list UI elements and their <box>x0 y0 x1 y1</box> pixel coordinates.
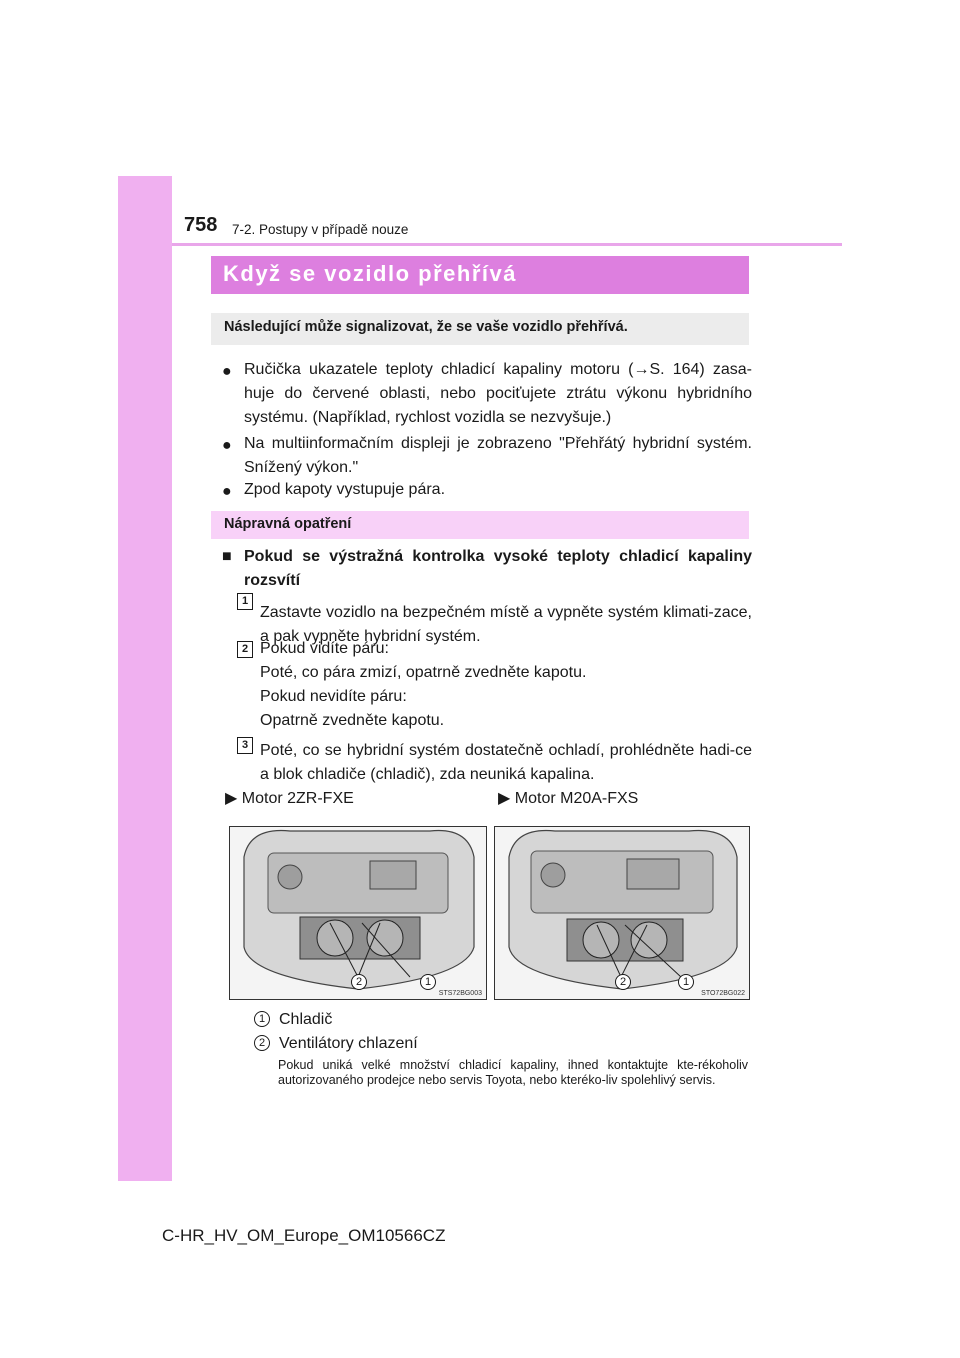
bullet-item <box>222 358 752 430</box>
callout-2: 2 <box>351 974 367 990</box>
section-title: 7-2. Postupy v případě nouze <box>232 222 409 237</box>
callout-2: 2 <box>615 974 631 990</box>
step-2-condition-a: Pokud vidíte páru: <box>260 640 389 657</box>
bullet-text: Zpod kapoty vystupuje pára. <box>244 481 446 498</box>
page-number: 758 <box>184 214 218 236</box>
engine-photo-right <box>494 826 750 1000</box>
page-title: Když se vozidlo přehřívá <box>223 261 517 286</box>
bullet-dot-icon: ● <box>222 483 232 500</box>
remedy-bar <box>211 511 749 539</box>
intro-text: Následující může signalizovat, že se vaše vozidlo přehřívá. <box>224 319 628 335</box>
step-2-condition-b: Pokud nevidíte páru: <box>260 688 407 705</box>
step-3-text: Poté, co se hybridní systém dostatečně ochladí, prohlédněte hadi-ce a blok chladiče (chladič), zda neuniká kapalina. <box>260 742 752 783</box>
bullet-dot-icon: ● <box>222 437 232 454</box>
figure-left-label: Motor 2ZR-FXE <box>241 790 354 807</box>
header-rule <box>172 243 842 246</box>
case-heading <box>222 545 752 593</box>
step-number-2: 2 <box>237 641 253 658</box>
figure-left-heading <box>225 788 354 808</box>
figure-right-heading <box>498 788 638 808</box>
legend-label-radiator: Chladič <box>279 1011 333 1028</box>
callout-1: 1 <box>420 974 436 990</box>
legend-number-1: 1 <box>254 1011 270 1027</box>
step-2-action-b: Opatrně zvedněte kapotu. <box>260 712 445 729</box>
triangle-right-icon: ▶ <box>498 790 511 807</box>
step-2-action-a: Poté, co pára zmizí, opatrně zvedněte kapotu. <box>260 664 587 681</box>
bullet-text: Ručička ukazatele teploty chladicí kapaliny motoru (→S. 164) zasa-huje do červené oblasti, nebo pociťujete ztrátu výkonu hybridního systému. (Například, rychlost vozidla se nezvyšuje.) <box>244 361 752 426</box>
callout-1: 1 <box>678 974 694 990</box>
square-bullet-icon: ■ <box>222 548 232 565</box>
case-heading-text: Pokud se výstražná kontrolka vysoké teploty chladicí kapaliny rozsvítí <box>244 548 752 589</box>
remedy-heading: Nápravná opatření <box>224 516 352 532</box>
side-tab <box>118 176 172 1181</box>
step-number-1: 1 <box>237 593 253 610</box>
intro-bar <box>211 313 749 345</box>
legend-number-2: 2 <box>254 1035 270 1051</box>
bullet-item <box>222 478 752 502</box>
title-bar <box>211 256 749 294</box>
bullet-item <box>222 432 752 480</box>
figure-code: STO72BG022 <box>701 990 745 997</box>
figure-right-label: Motor M20A-FXS <box>514 790 639 807</box>
step-1-text: Zastavte vozidlo na bezpečném místě a vypněte systém klimati-zace, a pak vypněte hybridní systém. <box>260 604 752 645</box>
step-number-3: 3 <box>237 737 253 754</box>
triangle-right-icon: ▶ <box>225 790 238 807</box>
figure-code: STS72BG003 <box>438 990 482 997</box>
bullet-text: Na multiinformačním displeji je zobrazeno "Přehřátý hybridní systém. Snížený výkon." <box>244 435 752 476</box>
bullet-dot-icon: ● <box>222 363 232 380</box>
leak-note: Pokud uniká velké množství chladicí kapaliny, ihned kontaktujte kte-rékoholiv autorizovaného prodejce nebo servis Toyota, nebo kteréko-liv spolehlivý servis. <box>278 1058 748 1087</box>
footer-code: C-HR_HV_OM_Europe_OM10566CZ <box>162 1226 446 1245</box>
engine-photo-left <box>229 826 487 1000</box>
legend-label-fans: Ventilátory chlazení <box>279 1035 418 1052</box>
